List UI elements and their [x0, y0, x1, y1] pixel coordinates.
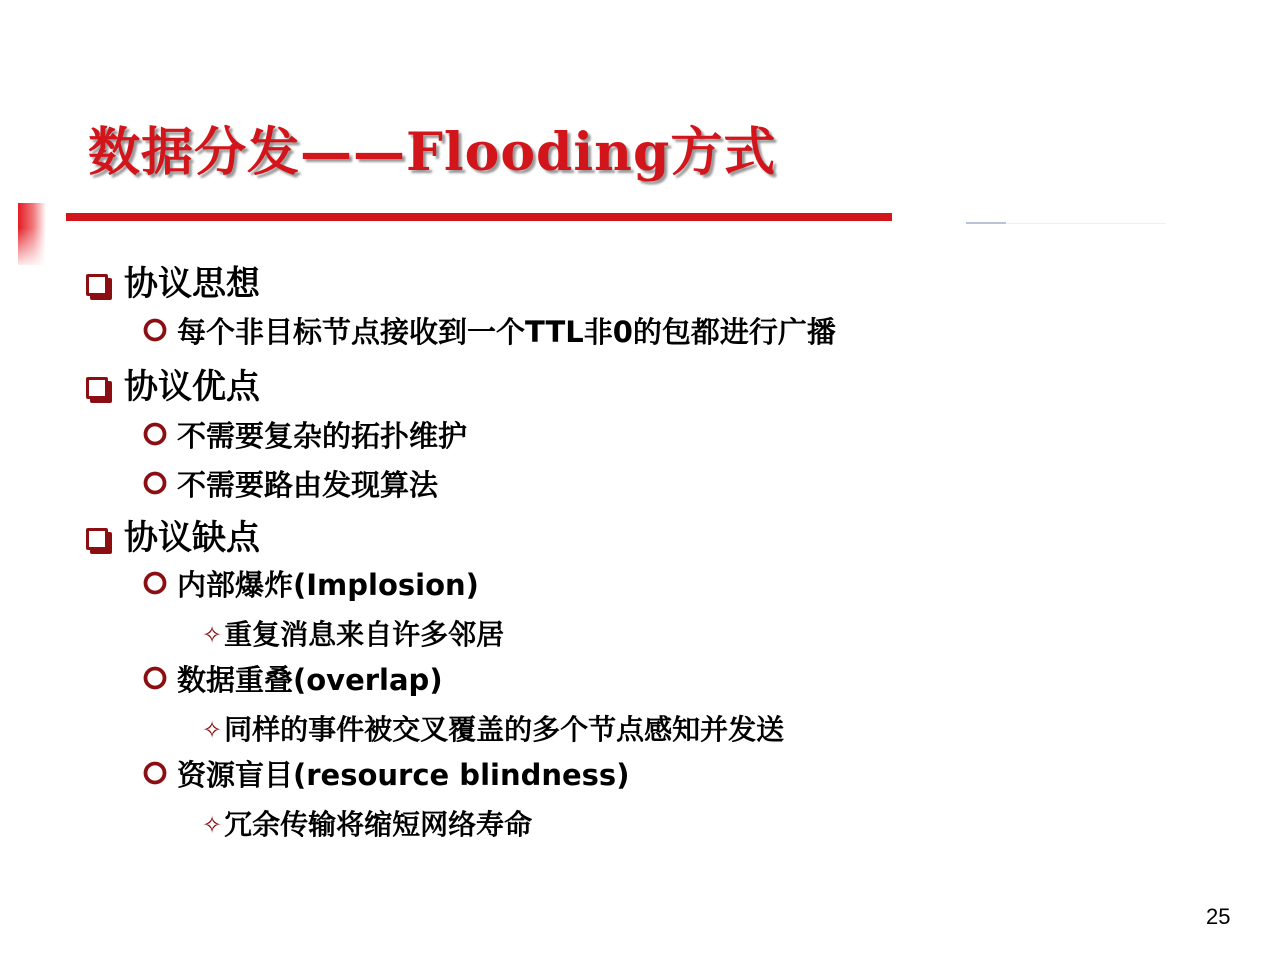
- list-item-text: 每个非目标节点接收到一个TTL非0的包都进行广播: [177, 315, 836, 349]
- side-accent-fade: [18, 203, 46, 265]
- ring-icon: [144, 572, 167, 595]
- square-box-icon: [86, 528, 108, 550]
- ring-icon: [144, 319, 167, 342]
- list-item: [143, 567, 479, 603]
- four-point-star-icon: ✧: [202, 716, 223, 744]
- list-item-text: 资源盲目(resource blindness): [177, 758, 630, 792]
- section-heading: [86, 264, 260, 304]
- section-heading-text: 协议缺点: [124, 518, 260, 558]
- list-item: [143, 418, 467, 454]
- decorative-line: [966, 222, 1006, 224]
- four-point-star-icon: ✧: [202, 621, 223, 649]
- list-item: [143, 314, 836, 350]
- page-number: 25: [1206, 904, 1231, 929]
- decorative-line-faint: [1006, 223, 1166, 224]
- list-item: [143, 757, 629, 793]
- sub-list-item-text: 同样的事件被交叉覆盖的多个节点感知并发送: [224, 713, 785, 746]
- four-point-star-icon: ✧: [202, 811, 223, 839]
- sub-list-item-text: 冗余传输将缩短网络寿命: [224, 808, 533, 841]
- sub-list-item: [202, 617, 504, 653]
- square-box-icon: [86, 377, 108, 399]
- list-item: [143, 467, 438, 503]
- ring-icon: [144, 762, 167, 785]
- section-heading-text: 协议优点: [124, 367, 260, 407]
- list-item-text: 不需要复杂的拓扑维护: [177, 419, 468, 453]
- ring-icon: [144, 667, 167, 690]
- list-item: [143, 662, 443, 698]
- ring-icon: [144, 423, 167, 446]
- sub-list-item: [202, 807, 532, 843]
- list-item-text: 内部爆炸(Implosion): [177, 568, 479, 602]
- section-heading-text: 协议思想: [124, 264, 260, 304]
- square-box-icon: [86, 274, 108, 296]
- section-heading: [86, 518, 260, 558]
- section-heading: [86, 367, 260, 407]
- slide-title: 数据分发——Flooding方式: [88, 122, 777, 183]
- sub-list-item: [202, 712, 784, 748]
- list-item-text: 不需要路由发现算法: [177, 468, 439, 502]
- ring-icon: [144, 472, 167, 495]
- list-item-text: 数据重叠(overlap): [177, 663, 443, 697]
- title-underline: [66, 213, 892, 221]
- sub-list-item-text: 重复消息来自许多邻居: [224, 618, 505, 651]
